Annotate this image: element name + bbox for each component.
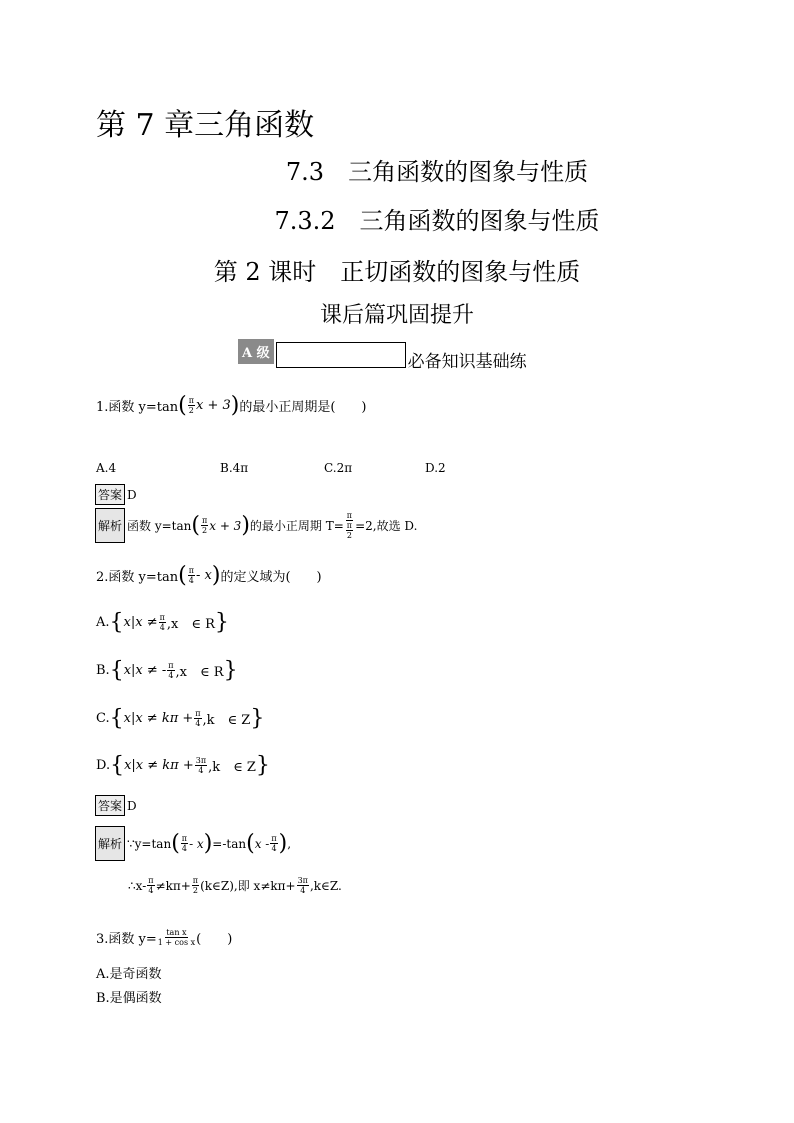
level-blank-box [276,342,406,368]
q2-option-a [96,609,229,635]
q2-option-c [96,705,265,731]
subsection-title: 7.3.2 三角函数的图象与性质 [274,207,600,235]
paren-open: ( [178,562,187,588]
q3-prefix: 3.函数 y= [96,932,157,947]
frac-num: π [148,876,154,885]
frac-num: π [168,661,174,670]
frac-den: 4 [300,886,306,895]
period-num: π [346,511,353,520]
paren-open: ( [171,830,180,856]
frac-den: 4 [198,766,204,775]
brace-close: } [223,657,238,683]
option-label: A. [96,615,110,630]
fraction [158,928,195,947]
paren-close: ) [230,392,240,418]
q2-suffix: 的定义域为( ) [220,570,322,585]
q2-answer-value: D [127,798,137,813]
analysis-var: x - [254,836,270,851]
frac-num: π [159,613,165,622]
option-tail: ,x ∈ R [166,617,215,632]
period-den-fraction [346,521,353,540]
analysis-arg: - x [189,836,204,851]
lesson-title: 第 2 课时 正切函数的图象与性质 [213,258,581,286]
option-head: x|x ≠ - [123,663,167,678]
option-head: x|x ≠ kπ + [123,711,194,726]
question-3 [96,928,232,947]
analysis-text: , [287,836,292,851]
paren-close: ) [278,830,288,856]
q1-analysis-arg: x + 3 [209,518,242,533]
analysis-text: ∵y=tan [127,836,172,851]
q1-option-c: C.2π [324,461,353,475]
frac-num: π [201,516,208,525]
level-badge: A 级 [238,339,274,364]
question-2 [96,562,322,588]
option-tail: ,x ∈ R [175,665,224,680]
paren-open: ( [246,830,255,856]
frac-num: π [346,521,353,530]
paren-close: ) [211,562,221,588]
q2-analysis-line-2 [128,876,342,895]
frac-num: 3π [195,756,207,765]
frac-num: π [271,834,277,843]
q1-option-a: A.4 [96,461,117,475]
analysis-text: ∴x- [128,878,147,893]
fraction [181,834,188,853]
frac-num: π [192,876,199,885]
q1-suffix: 的最小正周期是( ) [239,400,367,415]
fraction [194,709,201,728]
analysis-text: ,k∈Z. [309,878,342,893]
q3-suffix: ( ) [196,932,233,947]
frac-den: 4 [195,719,201,728]
frac-den: 4 [181,844,187,853]
analysis-text: (k∈Z),即 x≠kπ+ [200,879,296,893]
chapter-title: 第 7 章三角函数 [96,108,315,143]
fraction [159,613,166,632]
q1-analysis-suffix: =2,故选 D. [355,519,418,533]
frac-num: π [188,396,194,405]
option-label: C. [96,711,110,726]
answer-label: 答案 [95,795,125,816]
frac-den: 2 [202,526,208,535]
brace-close: } [214,609,229,635]
option-head: x|x ≠ kπ + [124,758,194,773]
brace-open: { [109,609,124,635]
analysis-label: 解析 [95,508,125,543]
q2-option-d [96,752,270,778]
option-tail: ,k ∈ Z [208,760,256,775]
paren-close: ) [241,512,250,538]
frac-den: 4 [188,576,194,585]
option-label: D. [96,758,111,773]
fraction [167,661,174,680]
frac-den: 4 [159,623,165,632]
frac-den: 1 + cos x [157,938,196,947]
q2-prefix: 2.函数 y=tan [96,570,179,585]
brace-close: } [250,705,265,731]
q2-option-b [96,657,238,683]
fraction [297,876,309,895]
level-text: 必备知识基础练 [407,352,527,372]
q1-answer-value: D [127,487,137,502]
q1-arg-rest: x + 3 [195,398,231,413]
analysis-label: 解析 [95,826,125,861]
frac-num: π [188,566,194,575]
brace-open: { [109,705,124,731]
fraction [188,566,195,585]
question-1 [96,392,367,418]
frac-num: tan x [166,928,187,937]
frac-num: π [181,834,188,843]
option-label: B. [96,663,110,678]
option-head: x|x ≠ [123,615,158,630]
fraction [188,396,195,415]
practice-title: 课后篇巩固提升 [319,303,474,328]
frac-den: 2 [188,406,194,415]
answer-label: 答案 [95,484,125,505]
section-title: 7.3 三角函数的图象与性质 [285,158,589,186]
fraction [201,516,208,535]
frac-den: 4 [168,671,174,680]
q3-option-b: B.是偶函数 [96,991,162,1006]
frac-den: 4 [271,844,277,853]
brace-close: } [255,752,270,778]
analysis-text: ≠kπ+ [155,878,191,893]
frac-den: 2 [346,531,352,540]
q2-answer [95,795,137,816]
frac-num: 3π [297,876,308,885]
frac-den: 2 [192,886,198,895]
q1-analysis-prefix: 函数 y=tan [127,519,192,533]
q1-analysis [95,508,417,543]
brace-open: { [110,752,125,778]
fraction [270,834,277,853]
level-header [238,342,527,372]
q1-answer [95,484,137,505]
q2-arg-rest: - x [195,568,212,583]
paren-open: ( [178,392,187,418]
paren-close: ) [203,830,213,856]
q3-option-a: A.是奇函数 [96,967,162,982]
period-fraction [345,511,354,540]
q2-analysis-line-1 [95,826,291,861]
paren-open: ( [191,512,200,538]
q1-option-b: B.4π [220,461,249,475]
frac-num: π [195,709,201,718]
analysis-text: =-tan [212,836,247,851]
fraction [147,876,154,895]
q1-option-d: D.2 [425,461,446,475]
q1-analysis-mid: 的最小正周期 T= [249,519,344,533]
brace-open: { [109,657,124,683]
fraction [195,756,207,775]
fraction [192,876,199,895]
frac-den: 4 [148,886,154,895]
q1-prefix: 1.函数 y=tan [96,400,179,415]
option-tail: ,k ∈ Z [202,713,251,728]
